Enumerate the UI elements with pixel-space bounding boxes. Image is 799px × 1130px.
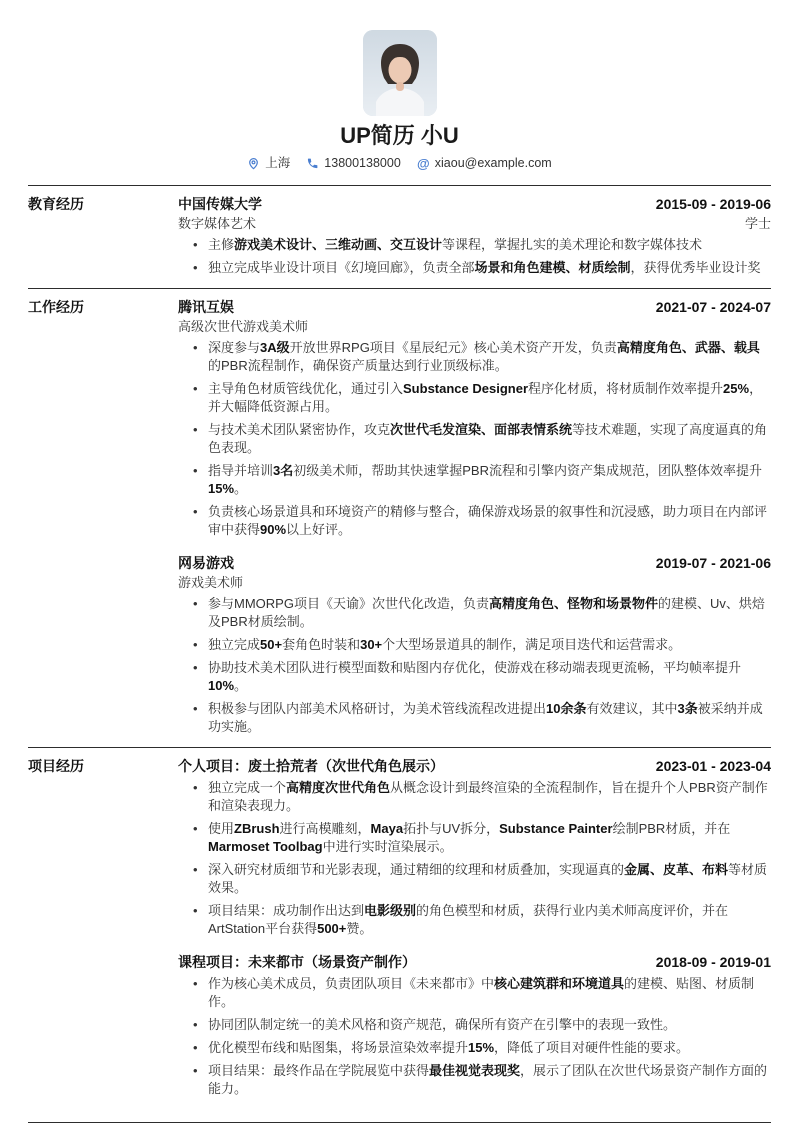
entry-title: 课程项目：未来都市（场景资产制作） [178, 954, 416, 970]
candidate-name: UP简历 小U [340, 123, 459, 148]
entry [178, 196, 771, 277]
entry-title: 中国传媒大学 [178, 196, 262, 212]
at-icon: @ [416, 156, 430, 171]
map-pin-icon [247, 157, 260, 170]
entry [178, 954, 771, 1098]
entry-header [178, 299, 771, 316]
entry-title: 网易游戏 [178, 555, 234, 571]
bullet-item: • 主导角色材质管线优化，通过引入Substance Designer程序化材质，将材质制作效率提升25%，并大幅降低资源占用。 [178, 380, 771, 416]
bullet-item: • 协同团队制定统一的美术风格和资产规范，确保所有资产在引擎中的表现一致性。 [178, 1016, 771, 1034]
entry-subtitle-row [178, 318, 771, 335]
bullet-list [178, 236, 771, 277]
section-content [178, 758, 771, 1098]
entry-header [178, 758, 771, 775]
bullet-item: • 项目结果：成功制作出达到电影级别的角色模型和材质，获得行业内美术师高度评价，并在ArtStation平台获得500+赞。 [178, 902, 771, 938]
contact-email [417, 155, 552, 172]
bullet-item: • 协助技术美术团队进行模型面数和贴图内存优化，使游戏在移动端表现更流畅，平均帧率提升10%。 [178, 659, 771, 695]
entry-header [178, 555, 771, 572]
bullet-list [178, 595, 771, 736]
location-text: 上海 [265, 156, 291, 170]
bullet-item: • 优化模型布线和贴图集，将场景渲染效率提升15%，降低了项目对硬件性能的要求。 [178, 1039, 771, 1057]
bullet-item: • 参与MMORPG项目《天谕》次世代化改造，负责高精度角色、怪物和场景物件的建模、Uv、烘焙及PBR材质绘制。 [178, 595, 771, 631]
bullet-item: • 深度参与3A级开放世界RPG项目《星辰纪元》核心美术资产开发，负责高精度角色、武器、载具的PBR流程制作，确保资产质量达到行业顶级标准。 [178, 339, 771, 375]
bullet-item: • 与技术美术团队紧密协作，攻克次世代毛发渲染、面部表情系统等技术难题，实现了高度逼真的角色表现。 [178, 421, 771, 457]
section-title: 项目经历 [28, 758, 84, 774]
bullet-item: • 作为核心美术成员，负责团队项目《未来都市》中核心建筑群和环境道具的建模、贴图、材质制作。 [178, 975, 771, 1011]
section-projects [28, 747, 771, 1109]
section-content [178, 299, 771, 736]
contact-phone [306, 155, 400, 172]
section-title: 工作经历 [28, 299, 84, 315]
entry-date: 2018-09 - 2019-01 [655, 954, 771, 970]
entry-degree: 学士 [744, 216, 771, 231]
email-text: xiaou@example.com [434, 156, 552, 170]
bullet-list [178, 975, 771, 1098]
bullet-item: • 积极参与团队内部美术风格研讨，为美术管线流程改进提出10余条有效建议，其中3条被采纳并成功实施。 [178, 700, 771, 736]
section-education [28, 185, 771, 288]
section-work [28, 288, 771, 747]
entry-role: 数字媒体艺术 [178, 216, 257, 231]
entry-subtitle-row [178, 574, 771, 591]
bullet-item: • 深入研究材质细节和光影表现，通过精细的纹理和材质叠加，实现逼真的金属、皮革、布料等材质效果。 [178, 861, 771, 897]
contact-row [28, 155, 771, 172]
entry-title: 腾讯互娱 [178, 299, 234, 315]
page-bottom-divider [28, 1122, 771, 1124]
entry-date: 2015-09 - 2019-06 [655, 196, 771, 212]
phone-icon [306, 157, 319, 170]
entry [178, 758, 771, 938]
profile-photo [363, 30, 437, 116]
bullet-item: • 独立完成毕业设计项目《幻境回廊》，负责全部场景和角色建模、材质绘制，获得优秀毕业设计奖 [178, 259, 771, 277]
contact-location [247, 155, 290, 172]
entry-title: 个人项目：废土拾荒者（次世代角色展示） [178, 758, 444, 774]
section-title: 教育经历 [28, 196, 84, 212]
bullet-item: • 独立完成50+套角色时装和30+个大型场景道具的制作，满足项目迭代和运营需求。 [178, 636, 771, 654]
bullet-list [178, 779, 771, 938]
entry-date: 2019-07 - 2021-06 [655, 555, 771, 571]
section-content [178, 196, 771, 277]
resume-sections [28, 185, 771, 1109]
entry-date: 2021-07 - 2024-07 [655, 299, 771, 315]
bullet-item: • 主修游戏美术设计、三维动画、交互设计等课程，掌握扎实的美术理论和数字媒体技术 [178, 236, 771, 254]
bullet-item: • 独立完成一个高精度次世代角色从概念设计到最终渲染的全流程制作，旨在提升个人PBR资产制作和渲染表现力。 [178, 779, 771, 815]
bullet-item: • 指导并培训3名初级美术师，帮助其快速掌握PBR流程和引擎内资产集成规范，团队整体效率提升15%。 [178, 462, 771, 498]
phone-text: 13800138000 [324, 156, 401, 170]
resume-header [28, 30, 771, 172]
entry-subtitle-row [178, 215, 771, 232]
bullet-list [178, 339, 771, 539]
entry-date: 2023-01 - 2023-04 [655, 758, 771, 774]
bullet-item: • 负责核心场景道具和环境资产的精修与整合，确保游戏场景的叙事性和沉浸感，助力项目在内部评审中获得90%以上好评。 [178, 503, 771, 539]
portrait-illustration [363, 30, 437, 116]
entry [178, 299, 771, 539]
entry-role: 游戏美术师 [178, 575, 244, 590]
entry [178, 555, 771, 736]
entry-header [178, 954, 771, 971]
entry-header [178, 196, 771, 213]
bullet-item: • 使用ZBrush进行高模雕刻，Maya拓扑与UV拆分，Substance Painter绘制PBR材质，并在Marmoset Toolbag中进行实时渲染展示。 [178, 820, 771, 856]
bullet-item: • 项目结果：最终作品在学院展览中获得最佳视觉表现奖，展示了团队在次世代场景资产制作方面的能力。 [178, 1062, 771, 1098]
entry-role: 高级次世代游戏美术师 [178, 319, 309, 334]
